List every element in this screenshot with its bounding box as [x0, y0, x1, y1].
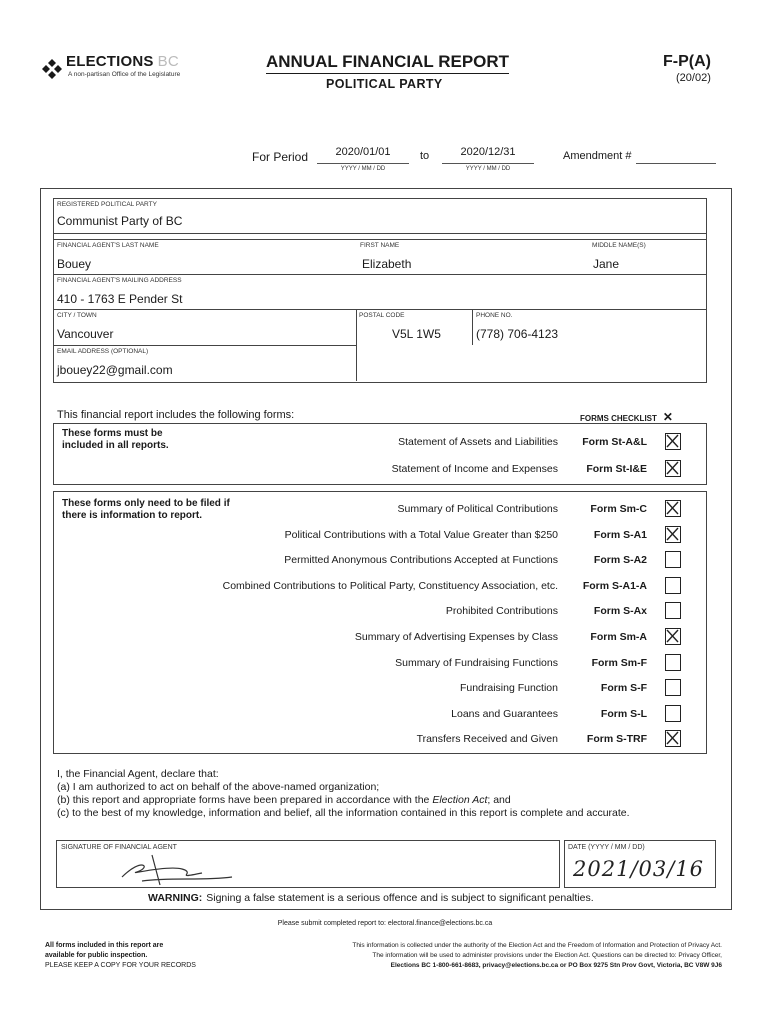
form-row-code: Form S-F	[600, 682, 647, 695]
checkbox-x-icon	[666, 731, 679, 745]
logo-suffix: BC	[157, 53, 179, 70]
form-checkbox[interactable]	[665, 460, 681, 477]
agent-first-name-label: FIRST NAME	[360, 242, 400, 249]
divider	[53, 239, 706, 240]
form-row-code: Form Sm-F	[591, 656, 647, 669]
logo-tagline: A non-partisan Office of the Legislature	[68, 71, 181, 78]
form-checkbox[interactable]	[665, 577, 681, 594]
period-from-format: YYYY / MM / DD	[340, 166, 386, 172]
handwritten-signature-icon	[112, 847, 252, 887]
footer-left-line-3: PLEASE KEEP A COPY FOR YOUR RECORDS	[45, 962, 196, 969]
form-checkbox[interactable]	[665, 500, 681, 517]
elections-bc-logo-icon	[40, 57, 64, 81]
form-row-label: Statement of Income and Expenses	[391, 463, 558, 475]
form-row-code: Form S-A2	[593, 554, 647, 567]
divider	[53, 233, 706, 234]
checkbox-x-icon	[666, 434, 679, 448]
amendment-field[interactable]	[636, 163, 716, 164]
declaration-act-name: Election Act	[432, 794, 488, 806]
phone-field[interactable]: (778) 706-4123	[476, 327, 559, 341]
form-row-code: Form S-Ax	[593, 605, 647, 618]
amendment-label: Amendment #	[563, 150, 632, 162]
form-row-label: Permitted Anonymous Contributions Accepted at Functions	[284, 554, 558, 567]
footer-right-line-1: This information is collected under the authority of the Election Act and the Freedom of Information and Protection of Privacy Act.	[352, 942, 722, 949]
divider	[472, 309, 473, 345]
email-label: EMAIL ADDRESS (OPTIONAL)	[57, 348, 149, 355]
form-checkbox[interactable]	[665, 602, 681, 619]
agent-last-name-label: FINANCIAL AGENT'S LAST NAME	[57, 242, 159, 249]
period-label: For Period	[252, 150, 309, 164]
checkbox-x-icon	[666, 461, 679, 475]
postal-code-label: POSTAL CODE	[359, 312, 405, 319]
form-row-label: Loans and Guarantees	[451, 707, 558, 720]
agent-last-name-field[interactable]: Bouey	[57, 257, 92, 271]
form-checkbox[interactable]	[665, 433, 681, 450]
form-row-label: Summary of Advertising Expenses by Class	[354, 631, 558, 643]
form-row-code: Form Sm-C	[590, 503, 647, 515]
checkbox-x-icon	[666, 629, 679, 643]
footer-left-line-1: All forms included in this report are	[45, 942, 164, 949]
signature-field[interactable]	[56, 840, 560, 888]
period-from-underline	[317, 163, 409, 164]
form-row-code: Form St-A&L	[582, 436, 647, 448]
footer-right-line-2: The information will be used to administer provisions under the Election Act. Questions can be directed to: Privacy Officer,	[372, 952, 722, 959]
footer-right-line-3: Elections BC 1-800-661-8683, privacy@elections.bc.ca or PO Box 9275 Stn Prov Govt, Victoria, BC V8W 9J6	[390, 962, 722, 969]
required-forms-title: These forms must be included in all reports.	[62, 428, 169, 451]
checkbox-x-icon	[666, 527, 679, 541]
date-value: 2021/03/16	[573, 857, 705, 881]
form-checkbox[interactable]	[665, 654, 681, 671]
agent-first-name-field[interactable]: Elizabeth	[362, 257, 412, 271]
phone-label: PHONE NO.	[476, 312, 513, 319]
form-checkbox[interactable]	[665, 679, 681, 696]
divider	[53, 345, 357, 346]
declaration-line-2: (a) I am authorized to act on behalf of the above-named organization;	[57, 781, 380, 793]
period-to-word: to	[420, 150, 430, 162]
form-subtitle: POLITICAL PARTY	[326, 77, 443, 91]
party-label: REGISTERED POLITICAL PARTY	[57, 201, 157, 208]
form-row-code: Form Sm-A	[590, 631, 647, 643]
footer-left-line-2: available for public inspection.	[45, 952, 148, 959]
agent-city-field[interactable]: Vancouver	[57, 327, 114, 341]
date-label: DATE (YYYY / MM / DD)	[568, 844, 645, 851]
form-row-label: Fundraising Function	[459, 682, 558, 695]
optional-forms-title: These forms only need to be filed if there is information to report.	[62, 498, 230, 521]
form-checkbox[interactable]	[665, 705, 681, 722]
form-row-code: Form S-A1-A	[582, 579, 647, 592]
declaration-line-3-text: (b) this report and appropriate forms have been prepared in accordance with the	[57, 794, 433, 806]
form-row-label: Transfers Received and Given	[416, 733, 558, 746]
checkbox-x-icon	[666, 501, 679, 515]
divider	[53, 309, 706, 310]
form-checkbox[interactable]	[665, 628, 681, 645]
party-field[interactable]: Communist Party of BC	[57, 214, 183, 228]
postal-code-field[interactable]: V5L 1W5	[392, 327, 441, 341]
declaration-line-3-end: ; and	[487, 794, 511, 806]
declaration-line-3	[57, 794, 630, 807]
logo-text	[66, 53, 179, 70]
form-row-code: Form S-L	[600, 707, 647, 720]
warning-text: Signing a false statement is a serious offence and is subject to significant penalties.	[206, 892, 594, 904]
form-row-code: Form S-TRF	[586, 733, 647, 746]
declaration-line-1: I, the Financial Agent, declare that:	[57, 768, 219, 780]
form-row-label: Statement of Assets and Liabilities	[398, 436, 558, 448]
forms-intro: This financial report includes the following forms:	[57, 409, 295, 421]
warning-notice	[148, 892, 594, 904]
checklist-label: FORMS CHECKLIST	[580, 414, 657, 423]
signature-date-field[interactable]	[564, 840, 716, 888]
warning-label: WARNING:	[148, 892, 203, 904]
submit-instructions: Please submit completed report to: electoral.finance@elections.bc.ca	[277, 920, 493, 927]
period-to-underline	[442, 163, 534, 164]
footer-public-notice	[45, 941, 196, 971]
period-to-field[interactable]: 2020/12/31	[460, 146, 516, 158]
footer-privacy-notice	[230, 941, 722, 971]
email-field[interactable]: jbouey22@gmail.com	[57, 363, 173, 377]
form-checkbox[interactable]	[665, 730, 681, 747]
agent-middle-name-label: MIDDLE NAME(S)	[592, 242, 646, 249]
form-row-label: Summary of Fundraising Functions	[395, 656, 558, 669]
form-row-code: Form St-I&E	[586, 463, 647, 475]
agent-city-label: CITY / TOWN	[57, 312, 97, 319]
period-from-field[interactable]: 2020/01/01	[335, 146, 391, 158]
period-to-format: YYYY / MM / DD	[465, 166, 511, 172]
form-row-label: Prohibited Contributions	[445, 605, 558, 618]
form-row-label: Summary of Political Contributions	[397, 503, 558, 515]
form-version: (20/02)	[676, 72, 711, 84]
form-checkbox[interactable]	[665, 551, 681, 568]
form-checkbox[interactable]	[665, 526, 681, 543]
agent-address-label: FINANCIAL AGENT'S MAILING ADDRESS	[57, 277, 182, 284]
form-row-label: Combined Contributions to Political Party, Constituency Association, etc.	[222, 579, 558, 592]
form-row-label: Political Contributions with a Total Value Greater than $250	[284, 528, 558, 541]
agent-middle-name-field[interactable]: Jane	[593, 257, 620, 271]
declaration	[57, 768, 630, 820]
form-id: F-P(A)	[663, 53, 711, 70]
form-title: ANNUAL FINANCIAL REPORT	[266, 52, 509, 74]
logo-wordmark: ELECTIONS	[66, 53, 154, 70]
forms-checklist-header	[580, 410, 673, 424]
declaration-line-4: (c) to the best of my knowledge, information and belief, all the information contained in this report is complete and accurate.	[57, 807, 630, 819]
form-row-code: Form S-A1	[593, 528, 647, 541]
agent-address-field[interactable]: 410 - 1763 E Pender St	[57, 292, 183, 306]
divider	[53, 274, 706, 275]
signature-label: SIGNATURE OF FINANCIAL AGENT	[61, 844, 177, 851]
checklist-x-icon: ✕	[662, 410, 673, 424]
